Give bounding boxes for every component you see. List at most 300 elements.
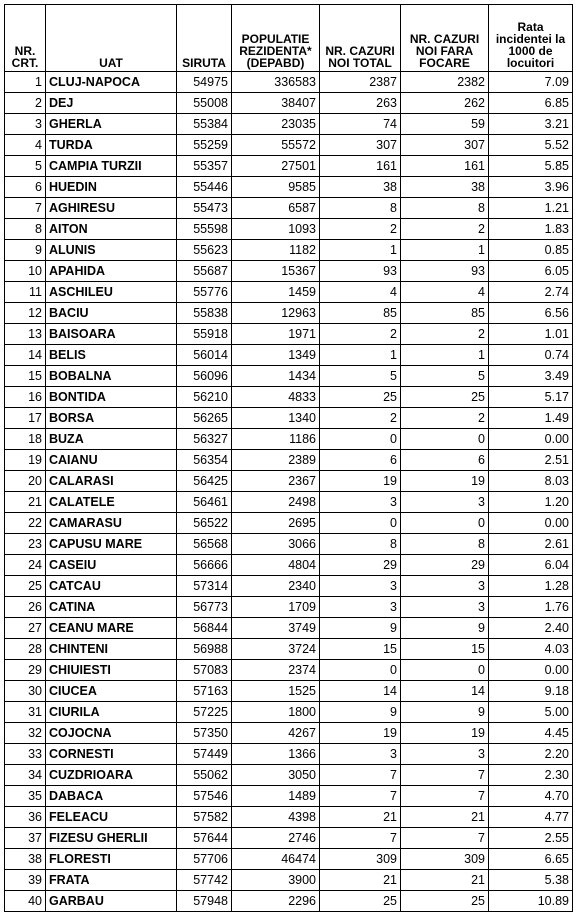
uat-name: GHERLA bbox=[46, 114, 177, 135]
incidence-rate: 8.03 bbox=[489, 471, 573, 492]
new-cases-total: 2 bbox=[320, 324, 401, 345]
siruta-code: 55446 bbox=[177, 177, 232, 198]
incidence-rate: 5.85 bbox=[489, 156, 573, 177]
table-row bbox=[5, 786, 573, 807]
row-number: 18 bbox=[5, 429, 46, 450]
new-cases-no-outbreaks: 5 bbox=[401, 366, 489, 387]
uat-name: DABACA bbox=[46, 786, 177, 807]
incidence-rate: 0.85 bbox=[489, 240, 573, 261]
new-cases-total: 21 bbox=[320, 807, 401, 828]
new-cases-total: 21 bbox=[320, 870, 401, 891]
row-number: 1 bbox=[5, 72, 46, 93]
siruta-code: 56988 bbox=[177, 639, 232, 660]
table-row bbox=[5, 198, 573, 219]
new-cases-total: 1 bbox=[320, 345, 401, 366]
new-cases-total: 19 bbox=[320, 471, 401, 492]
population: 3050 bbox=[232, 765, 320, 786]
table-row bbox=[5, 492, 573, 513]
population: 2340 bbox=[232, 576, 320, 597]
table-row bbox=[5, 471, 573, 492]
new-cases-total: 85 bbox=[320, 303, 401, 324]
uat-name: CAMARASU bbox=[46, 513, 177, 534]
row-number: 34 bbox=[5, 765, 46, 786]
new-cases-total: 307 bbox=[320, 135, 401, 156]
new-cases-no-outbreaks: 9 bbox=[401, 618, 489, 639]
uat-name: CEANU MARE bbox=[46, 618, 177, 639]
table-row bbox=[5, 639, 573, 660]
header-row bbox=[5, 5, 573, 72]
uat-name: CLUJ-NAPOCA bbox=[46, 72, 177, 93]
new-cases-no-outbreaks: 14 bbox=[401, 681, 489, 702]
new-cases-total: 19 bbox=[320, 723, 401, 744]
table-row bbox=[5, 261, 573, 282]
row-number: 28 bbox=[5, 639, 46, 660]
row-number: 38 bbox=[5, 849, 46, 870]
incidence-rate: 5.00 bbox=[489, 702, 573, 723]
table-row bbox=[5, 660, 573, 681]
new-cases-no-outbreaks: 7 bbox=[401, 765, 489, 786]
incidence-rate: 9.18 bbox=[489, 681, 573, 702]
incidence-rate: 2.55 bbox=[489, 828, 573, 849]
uat-name: DEJ bbox=[46, 93, 177, 114]
row-number: 23 bbox=[5, 534, 46, 555]
new-cases-no-outbreaks: 3 bbox=[401, 744, 489, 765]
population: 1971 bbox=[232, 324, 320, 345]
row-number: 39 bbox=[5, 870, 46, 891]
uat-name: CAPUSU MARE bbox=[46, 534, 177, 555]
row-number: 20 bbox=[5, 471, 46, 492]
table-row bbox=[5, 618, 573, 639]
uat-name: BAISOARA bbox=[46, 324, 177, 345]
incidence-rate: 10.89 bbox=[489, 891, 573, 912]
uat-name: AGHIRESU bbox=[46, 198, 177, 219]
incidence-rate: 6.56 bbox=[489, 303, 573, 324]
table-row bbox=[5, 387, 573, 408]
new-cases-total: 1 bbox=[320, 240, 401, 261]
siruta-code: 57350 bbox=[177, 723, 232, 744]
siruta-code: 57742 bbox=[177, 870, 232, 891]
row-number: 33 bbox=[5, 744, 46, 765]
new-cases-total: 0 bbox=[320, 513, 401, 534]
new-cases-no-outbreaks: 8 bbox=[401, 198, 489, 219]
population: 1340 bbox=[232, 408, 320, 429]
row-number: 15 bbox=[5, 366, 46, 387]
incidence-rate: 5.52 bbox=[489, 135, 573, 156]
table-row bbox=[5, 723, 573, 744]
table-row bbox=[5, 555, 573, 576]
new-cases-total: 6 bbox=[320, 450, 401, 471]
row-number: 31 bbox=[5, 702, 46, 723]
new-cases-total: 3 bbox=[320, 597, 401, 618]
siruta-code: 57314 bbox=[177, 576, 232, 597]
new-cases-no-outbreaks: 0 bbox=[401, 429, 489, 450]
row-number: 7 bbox=[5, 198, 46, 219]
table-row bbox=[5, 891, 573, 912]
siruta-code: 55473 bbox=[177, 198, 232, 219]
table-row bbox=[5, 114, 573, 135]
new-cases-no-outbreaks: 2382 bbox=[401, 72, 489, 93]
table-row bbox=[5, 702, 573, 723]
new-cases-no-outbreaks: 15 bbox=[401, 639, 489, 660]
uat-name: CATINA bbox=[46, 597, 177, 618]
table-row bbox=[5, 93, 573, 114]
new-cases-total: 29 bbox=[320, 555, 401, 576]
siruta-code: 56844 bbox=[177, 618, 232, 639]
incidence-rate: 3.96 bbox=[489, 177, 573, 198]
uat-name: CIURILA bbox=[46, 702, 177, 723]
uat-name: BORSA bbox=[46, 408, 177, 429]
new-cases-no-outbreaks: 161 bbox=[401, 156, 489, 177]
table-row bbox=[5, 72, 573, 93]
incidence-rate: 3.49 bbox=[489, 366, 573, 387]
population: 1186 bbox=[232, 429, 320, 450]
population: 1182 bbox=[232, 240, 320, 261]
header-population: POPULATIE REZIDENTA* (DEPABD) bbox=[232, 5, 320, 72]
population: 55572 bbox=[232, 135, 320, 156]
new-cases-total: 2 bbox=[320, 219, 401, 240]
new-cases-no-outbreaks: 3 bbox=[401, 492, 489, 513]
new-cases-no-outbreaks: 19 bbox=[401, 723, 489, 744]
population: 336583 bbox=[232, 72, 320, 93]
incidence-rate: 4.70 bbox=[489, 786, 573, 807]
uat-name: GARBAU bbox=[46, 891, 177, 912]
row-number: 24 bbox=[5, 555, 46, 576]
new-cases-no-outbreaks: 8 bbox=[401, 534, 489, 555]
siruta-code: 55687 bbox=[177, 261, 232, 282]
row-number: 2 bbox=[5, 93, 46, 114]
population: 27501 bbox=[232, 156, 320, 177]
new-cases-no-outbreaks: 93 bbox=[401, 261, 489, 282]
row-number: 30 bbox=[5, 681, 46, 702]
siruta-code: 57948 bbox=[177, 891, 232, 912]
header-uat: UAT bbox=[46, 5, 177, 72]
row-number: 10 bbox=[5, 261, 46, 282]
population: 1434 bbox=[232, 366, 320, 387]
new-cases-total: 0 bbox=[320, 660, 401, 681]
population: 2498 bbox=[232, 492, 320, 513]
incidence-rate: 0.74 bbox=[489, 345, 573, 366]
uat-name: CAMPIA TURZII bbox=[46, 156, 177, 177]
siruta-code: 56096 bbox=[177, 366, 232, 387]
incidence-rate: 1.76 bbox=[489, 597, 573, 618]
table-row bbox=[5, 450, 573, 471]
population: 2389 bbox=[232, 450, 320, 471]
population: 6587 bbox=[232, 198, 320, 219]
row-number: 8 bbox=[5, 219, 46, 240]
new-cases-no-outbreaks: 21 bbox=[401, 870, 489, 891]
table-row bbox=[5, 219, 573, 240]
incidence-rate: 4.77 bbox=[489, 807, 573, 828]
population: 2746 bbox=[232, 828, 320, 849]
row-number: 27 bbox=[5, 618, 46, 639]
incidence-rate: 0.00 bbox=[489, 660, 573, 681]
row-number: 19 bbox=[5, 450, 46, 471]
new-cases-total: 74 bbox=[320, 114, 401, 135]
new-cases-total: 2 bbox=[320, 408, 401, 429]
incidence-rate: 1.49 bbox=[489, 408, 573, 429]
table-row bbox=[5, 429, 573, 450]
uat-name: BONTIDA bbox=[46, 387, 177, 408]
row-number: 22 bbox=[5, 513, 46, 534]
new-cases-no-outbreaks: 0 bbox=[401, 513, 489, 534]
row-number: 16 bbox=[5, 387, 46, 408]
population: 2374 bbox=[232, 660, 320, 681]
incidence-rate: 2.74 bbox=[489, 282, 573, 303]
siruta-code: 54975 bbox=[177, 72, 232, 93]
population: 3900 bbox=[232, 870, 320, 891]
header-siruta: SIRUTA bbox=[177, 5, 232, 72]
uat-name: BACIU bbox=[46, 303, 177, 324]
siruta-code: 56354 bbox=[177, 450, 232, 471]
incidence-rate: 6.05 bbox=[489, 261, 573, 282]
population: 1093 bbox=[232, 219, 320, 240]
uat-name: CALARASI bbox=[46, 471, 177, 492]
new-cases-no-outbreaks: 59 bbox=[401, 114, 489, 135]
incidence-rate: 2.20 bbox=[489, 744, 573, 765]
new-cases-total: 7 bbox=[320, 765, 401, 786]
table-row bbox=[5, 303, 573, 324]
row-number: 3 bbox=[5, 114, 46, 135]
incidence-rate: 7.09 bbox=[489, 72, 573, 93]
uat-name: FLORESTI bbox=[46, 849, 177, 870]
uat-name: CALATELE bbox=[46, 492, 177, 513]
new-cases-total: 25 bbox=[320, 891, 401, 912]
incidence-table bbox=[4, 4, 573, 912]
new-cases-no-outbreaks: 1 bbox=[401, 240, 489, 261]
table-row bbox=[5, 177, 573, 198]
table-row bbox=[5, 828, 573, 849]
population: 4804 bbox=[232, 555, 320, 576]
new-cases-no-outbreaks: 307 bbox=[401, 135, 489, 156]
table-row bbox=[5, 240, 573, 261]
table-row bbox=[5, 681, 573, 702]
siruta-code: 55259 bbox=[177, 135, 232, 156]
new-cases-no-outbreaks: 262 bbox=[401, 93, 489, 114]
incidence-rate: 0.00 bbox=[489, 513, 573, 534]
new-cases-no-outbreaks: 25 bbox=[401, 387, 489, 408]
incidence-rate: 6.65 bbox=[489, 849, 573, 870]
table-row bbox=[5, 765, 573, 786]
header-incidence-rate: Rata incidentei la 1000 de locuitori bbox=[489, 5, 573, 72]
table-row bbox=[5, 597, 573, 618]
row-number: 9 bbox=[5, 240, 46, 261]
population: 4398 bbox=[232, 807, 320, 828]
new-cases-no-outbreaks: 9 bbox=[401, 702, 489, 723]
table-row bbox=[5, 576, 573, 597]
header-new-cases-no-outbreaks: NR. CAZURI NOI FARA FOCARE bbox=[401, 5, 489, 72]
new-cases-total: 2387 bbox=[320, 72, 401, 93]
new-cases-no-outbreaks: 4 bbox=[401, 282, 489, 303]
siruta-code: 57644 bbox=[177, 828, 232, 849]
incidence-rate: 0.00 bbox=[489, 429, 573, 450]
siruta-code: 55384 bbox=[177, 114, 232, 135]
population: 1489 bbox=[232, 786, 320, 807]
siruta-code: 56265 bbox=[177, 408, 232, 429]
row-number: 29 bbox=[5, 660, 46, 681]
siruta-code: 57546 bbox=[177, 786, 232, 807]
siruta-code: 57582 bbox=[177, 807, 232, 828]
row-number: 36 bbox=[5, 807, 46, 828]
uat-name: APAHIDA bbox=[46, 261, 177, 282]
population: 2695 bbox=[232, 513, 320, 534]
population: 1800 bbox=[232, 702, 320, 723]
table-row bbox=[5, 345, 573, 366]
header-new-cases-total: NR. CAZURI NOI TOTAL bbox=[320, 5, 401, 72]
population: 46474 bbox=[232, 849, 320, 870]
row-number: 40 bbox=[5, 891, 46, 912]
table-row bbox=[5, 513, 573, 534]
row-number: 4 bbox=[5, 135, 46, 156]
new-cases-no-outbreaks: 6 bbox=[401, 450, 489, 471]
row-number: 13 bbox=[5, 324, 46, 345]
population: 4833 bbox=[232, 387, 320, 408]
incidence-rate: 1.83 bbox=[489, 219, 573, 240]
siruta-code: 56014 bbox=[177, 345, 232, 366]
row-number: 25 bbox=[5, 576, 46, 597]
table-row bbox=[5, 282, 573, 303]
siruta-code: 56425 bbox=[177, 471, 232, 492]
new-cases-total: 25 bbox=[320, 387, 401, 408]
new-cases-total: 5 bbox=[320, 366, 401, 387]
uat-name: CIUCEA bbox=[46, 681, 177, 702]
new-cases-total: 8 bbox=[320, 198, 401, 219]
table-row bbox=[5, 534, 573, 555]
incidence-rate: 1.21 bbox=[489, 198, 573, 219]
new-cases-total: 7 bbox=[320, 828, 401, 849]
incidence-rate: 4.03 bbox=[489, 639, 573, 660]
siruta-code: 55838 bbox=[177, 303, 232, 324]
population: 3749 bbox=[232, 618, 320, 639]
siruta-code: 56568 bbox=[177, 534, 232, 555]
new-cases-total: 38 bbox=[320, 177, 401, 198]
population: 1459 bbox=[232, 282, 320, 303]
row-number: 6 bbox=[5, 177, 46, 198]
table-row bbox=[5, 366, 573, 387]
siruta-code: 57083 bbox=[177, 660, 232, 681]
siruta-code: 57449 bbox=[177, 744, 232, 765]
population: 9585 bbox=[232, 177, 320, 198]
incidence-rate: 1.20 bbox=[489, 492, 573, 513]
population: 3066 bbox=[232, 534, 320, 555]
new-cases-no-outbreaks: 25 bbox=[401, 891, 489, 912]
siruta-code: 56522 bbox=[177, 513, 232, 534]
population: 2296 bbox=[232, 891, 320, 912]
incidence-rate: 2.40 bbox=[489, 618, 573, 639]
incidence-rate: 3.21 bbox=[489, 114, 573, 135]
siruta-code: 57225 bbox=[177, 702, 232, 723]
population: 12963 bbox=[232, 303, 320, 324]
table-row bbox=[5, 744, 573, 765]
population: 3724 bbox=[232, 639, 320, 660]
new-cases-no-outbreaks: 3 bbox=[401, 576, 489, 597]
siruta-code: 55008 bbox=[177, 93, 232, 114]
uat-name: BELIS bbox=[46, 345, 177, 366]
uat-name: BOBALNA bbox=[46, 366, 177, 387]
table-row bbox=[5, 135, 573, 156]
uat-name: FRATA bbox=[46, 870, 177, 891]
incidence-rate: 2.61 bbox=[489, 534, 573, 555]
uat-name: CORNESTI bbox=[46, 744, 177, 765]
new-cases-total: 161 bbox=[320, 156, 401, 177]
population: 1709 bbox=[232, 597, 320, 618]
incidence-rate: 4.45 bbox=[489, 723, 573, 744]
row-number: 17 bbox=[5, 408, 46, 429]
new-cases-no-outbreaks: 3 bbox=[401, 597, 489, 618]
population: 38407 bbox=[232, 93, 320, 114]
uat-name: FIZESU GHERLII bbox=[46, 828, 177, 849]
population: 15367 bbox=[232, 261, 320, 282]
row-number: 37 bbox=[5, 828, 46, 849]
row-number: 11 bbox=[5, 282, 46, 303]
siruta-code: 56327 bbox=[177, 429, 232, 450]
siruta-code: 55357 bbox=[177, 156, 232, 177]
uat-name: CAIANU bbox=[46, 450, 177, 471]
new-cases-total: 8 bbox=[320, 534, 401, 555]
new-cases-no-outbreaks: 309 bbox=[401, 849, 489, 870]
population: 4267 bbox=[232, 723, 320, 744]
siruta-code: 55776 bbox=[177, 282, 232, 303]
siruta-code: 56210 bbox=[177, 387, 232, 408]
incidence-rate: 6.85 bbox=[489, 93, 573, 114]
row-number: 21 bbox=[5, 492, 46, 513]
incidence-rate: 5.38 bbox=[489, 870, 573, 891]
table-row bbox=[5, 849, 573, 870]
new-cases-no-outbreaks: 1 bbox=[401, 345, 489, 366]
new-cases-total: 9 bbox=[320, 702, 401, 723]
new-cases-no-outbreaks: 7 bbox=[401, 786, 489, 807]
incidence-rate: 2.51 bbox=[489, 450, 573, 471]
incidence-rate: 2.30 bbox=[489, 765, 573, 786]
population: 1525 bbox=[232, 681, 320, 702]
new-cases-no-outbreaks: 7 bbox=[401, 828, 489, 849]
siruta-code: 56666 bbox=[177, 555, 232, 576]
population: 1366 bbox=[232, 744, 320, 765]
uat-name: CUZDRIOARA bbox=[46, 765, 177, 786]
new-cases-total: 7 bbox=[320, 786, 401, 807]
new-cases-no-outbreaks: 21 bbox=[401, 807, 489, 828]
siruta-code: 56461 bbox=[177, 492, 232, 513]
new-cases-no-outbreaks: 85 bbox=[401, 303, 489, 324]
siruta-code: 55062 bbox=[177, 765, 232, 786]
uat-name: FELEACU bbox=[46, 807, 177, 828]
new-cases-no-outbreaks: 2 bbox=[401, 324, 489, 345]
row-number: 12 bbox=[5, 303, 46, 324]
new-cases-total: 9 bbox=[320, 618, 401, 639]
new-cases-total: 4 bbox=[320, 282, 401, 303]
table-row bbox=[5, 156, 573, 177]
row-number: 14 bbox=[5, 345, 46, 366]
new-cases-total: 263 bbox=[320, 93, 401, 114]
row-number: 26 bbox=[5, 597, 46, 618]
siruta-code: 55623 bbox=[177, 240, 232, 261]
row-number: 5 bbox=[5, 156, 46, 177]
new-cases-no-outbreaks: 0 bbox=[401, 660, 489, 681]
new-cases-total: 93 bbox=[320, 261, 401, 282]
new-cases-no-outbreaks: 2 bbox=[401, 219, 489, 240]
uat-name: COJOCNA bbox=[46, 723, 177, 744]
new-cases-no-outbreaks: 19 bbox=[401, 471, 489, 492]
population: 2367 bbox=[232, 471, 320, 492]
siruta-code: 55918 bbox=[177, 324, 232, 345]
new-cases-total: 309 bbox=[320, 849, 401, 870]
new-cases-total: 3 bbox=[320, 744, 401, 765]
uat-name: ALUNIS bbox=[46, 240, 177, 261]
new-cases-total: 14 bbox=[320, 681, 401, 702]
new-cases-total: 15 bbox=[320, 639, 401, 660]
uat-name: CATCAU bbox=[46, 576, 177, 597]
uat-name: HUEDIN bbox=[46, 177, 177, 198]
uat-name: CASEIU bbox=[46, 555, 177, 576]
